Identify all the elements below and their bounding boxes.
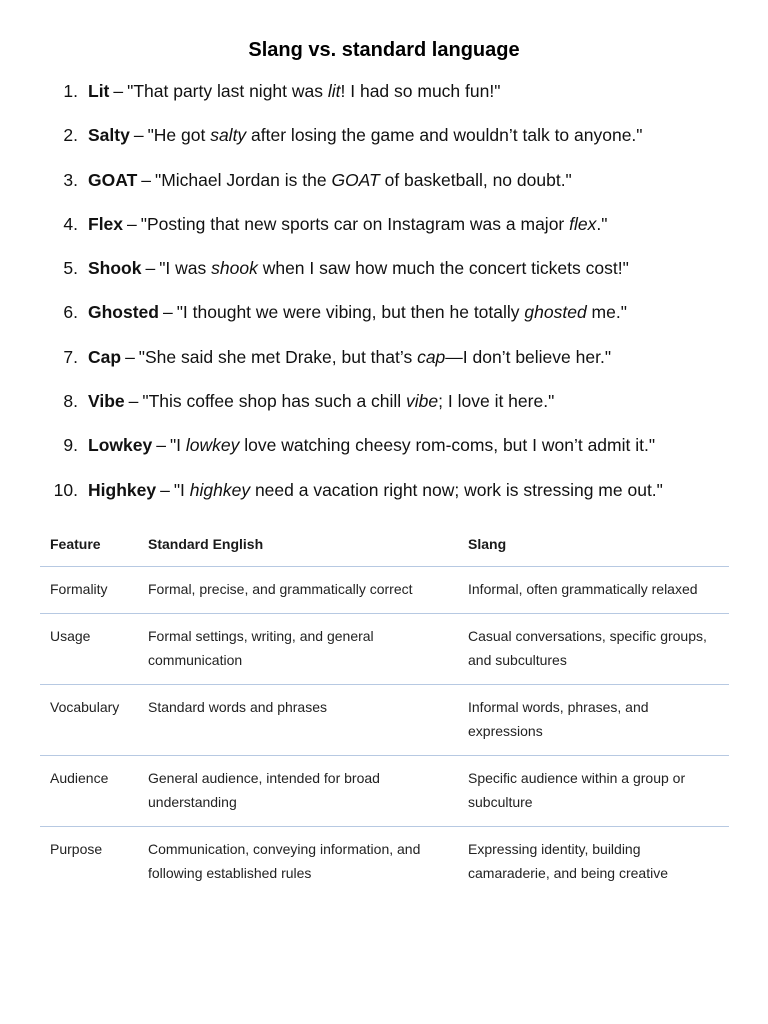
column-header-slang: Slang: [458, 522, 729, 567]
example-text: "This coffee shop has such a chill: [142, 391, 407, 412]
example-text: "I was: [159, 258, 212, 279]
item-number: 3.: [63, 169, 78, 190]
item-number: 9.: [63, 435, 78, 456]
standard-cell: Communication, conveying information, and following established rules: [148, 841, 421, 881]
column-header-feature: Feature: [40, 522, 138, 567]
example-text: "Posting that new sports car on Instagram was a major: [140, 213, 570, 234]
example-text: when I saw how much the concert tickets cost!": [257, 258, 629, 279]
example-keyword: lowkey: [185, 435, 240, 456]
slang-term: GOAT: [88, 169, 138, 190]
standard-cell: Standard words and phrases: [138, 685, 458, 756]
standard-cell: Formal settings, writing, and general communication: [138, 614, 458, 685]
example-text: need a vacation right now; work is stressing me out.": [250, 479, 663, 500]
standard-cell: Formal, precise, and grammatically correct: [138, 567, 458, 614]
example-text: "Michael Jordan is the: [155, 169, 332, 190]
item-number: 4.: [63, 213, 78, 234]
item-number: 6.: [63, 302, 78, 323]
item-number: 8.: [63, 391, 78, 412]
slang-cell: Expressing identity, building camaraderie, and being creative: [468, 841, 669, 881]
list-item: [40, 255, 740, 299]
table-row: [40, 827, 729, 898]
slang-term: Salty: [88, 125, 130, 146]
list-item: [40, 122, 740, 166]
slang-term: Flex: [88, 213, 124, 234]
example-text: "I: [169, 435, 186, 456]
example-text: "She said she met Drake, but that’s: [138, 346, 418, 367]
table-row: [40, 614, 729, 685]
example-text: after losing the game and wouldn’t talk to anyone.": [246, 125, 643, 146]
standard-cell: General audience, intended for broad understanding: [138, 756, 458, 827]
list-item: [40, 477, 740, 521]
table-row: [40, 685, 729, 756]
item-number: 1.: [63, 81, 78, 101]
document-title: Slang vs. standard language: [248, 39, 520, 61]
comparison-table: [40, 522, 729, 897]
slang-term: Shook: [88, 258, 142, 279]
slang-cell: Specific audience within a group or subculture: [458, 756, 729, 827]
example-text: "He got: [147, 125, 211, 146]
example-text: of basketball, no doubt.": [379, 169, 572, 190]
dash: –: [113, 81, 124, 101]
dash: –: [145, 258, 156, 279]
dash: –: [127, 213, 137, 234]
column-header-standard-english: Standard English: [138, 522, 458, 567]
dash: –: [162, 302, 173, 323]
slang-term: Highkey: [88, 479, 157, 500]
dash: –: [128, 391, 139, 412]
example-keyword: salty: [210, 125, 247, 146]
example-text: "I: [173, 479, 190, 500]
table-header-row: [40, 522, 729, 567]
list-item: [40, 299, 740, 343]
feature-cell: Usage: [40, 614, 138, 685]
example-text: "I thought we were vibing, but then he totally: [176, 302, 525, 323]
example-text: me.": [586, 302, 627, 323]
example-text: love watching cheesy rom-coms, but I won’t admit it.": [239, 435, 656, 456]
slang-examples-list: [40, 78, 740, 521]
item-number: 5.: [63, 258, 78, 279]
list-item: [40, 388, 740, 432]
example-text: ; I love it here.": [438, 391, 555, 412]
feature-cell: Purpose: [50, 841, 103, 857]
example-keyword: ghosted: [524, 302, 587, 323]
slang-cell: Informal, often grammatically relaxed: [458, 567, 729, 614]
table-row: [40, 756, 729, 827]
example-keyword: flex: [569, 213, 597, 234]
slang-cell: Casual conversations, specific groups, and subcultures: [458, 614, 729, 685]
dash: –: [125, 346, 135, 367]
slang-cell: Informal words, phrases, and expressions: [458, 685, 729, 756]
example-keyword: lit: [327, 81, 341, 101]
dash: –: [141, 169, 151, 190]
example-keyword: vibe: [406, 391, 439, 412]
example-text: —I don’t believe her.": [445, 346, 612, 367]
item-number: 7.: [63, 346, 78, 367]
list-item: [40, 344, 740, 388]
item-number: 2.: [63, 125, 78, 146]
table-row: [40, 567, 729, 614]
example-keyword: cap: [417, 346, 446, 367]
dash: –: [156, 435, 166, 456]
list-item: [40, 167, 740, 211]
example-text: .": [596, 213, 608, 234]
example-keyword: highkey: [189, 479, 251, 500]
list-item: [40, 211, 740, 255]
slang-term: Cap: [88, 346, 122, 367]
list-item: [40, 432, 740, 476]
example-text: "That party last night was: [127, 81, 328, 101]
slang-term: Lowkey: [88, 435, 153, 456]
feature-cell: Vocabulary: [40, 685, 138, 756]
dash: –: [133, 125, 144, 146]
list-item: [40, 78, 740, 122]
slang-term: Vibe: [88, 391, 125, 412]
example-keyword: GOAT: [331, 169, 380, 190]
feature-cell: Audience: [40, 756, 138, 827]
slang-term: Lit: [88, 81, 110, 101]
example-keyword: shook: [211, 258, 258, 279]
item-number: 10.: [53, 479, 78, 500]
slang-term: Ghosted: [88, 302, 159, 323]
dash: –: [160, 479, 170, 500]
feature-cell: Formality: [40, 567, 138, 614]
example-text: ! I had so much fun!": [340, 81, 501, 101]
